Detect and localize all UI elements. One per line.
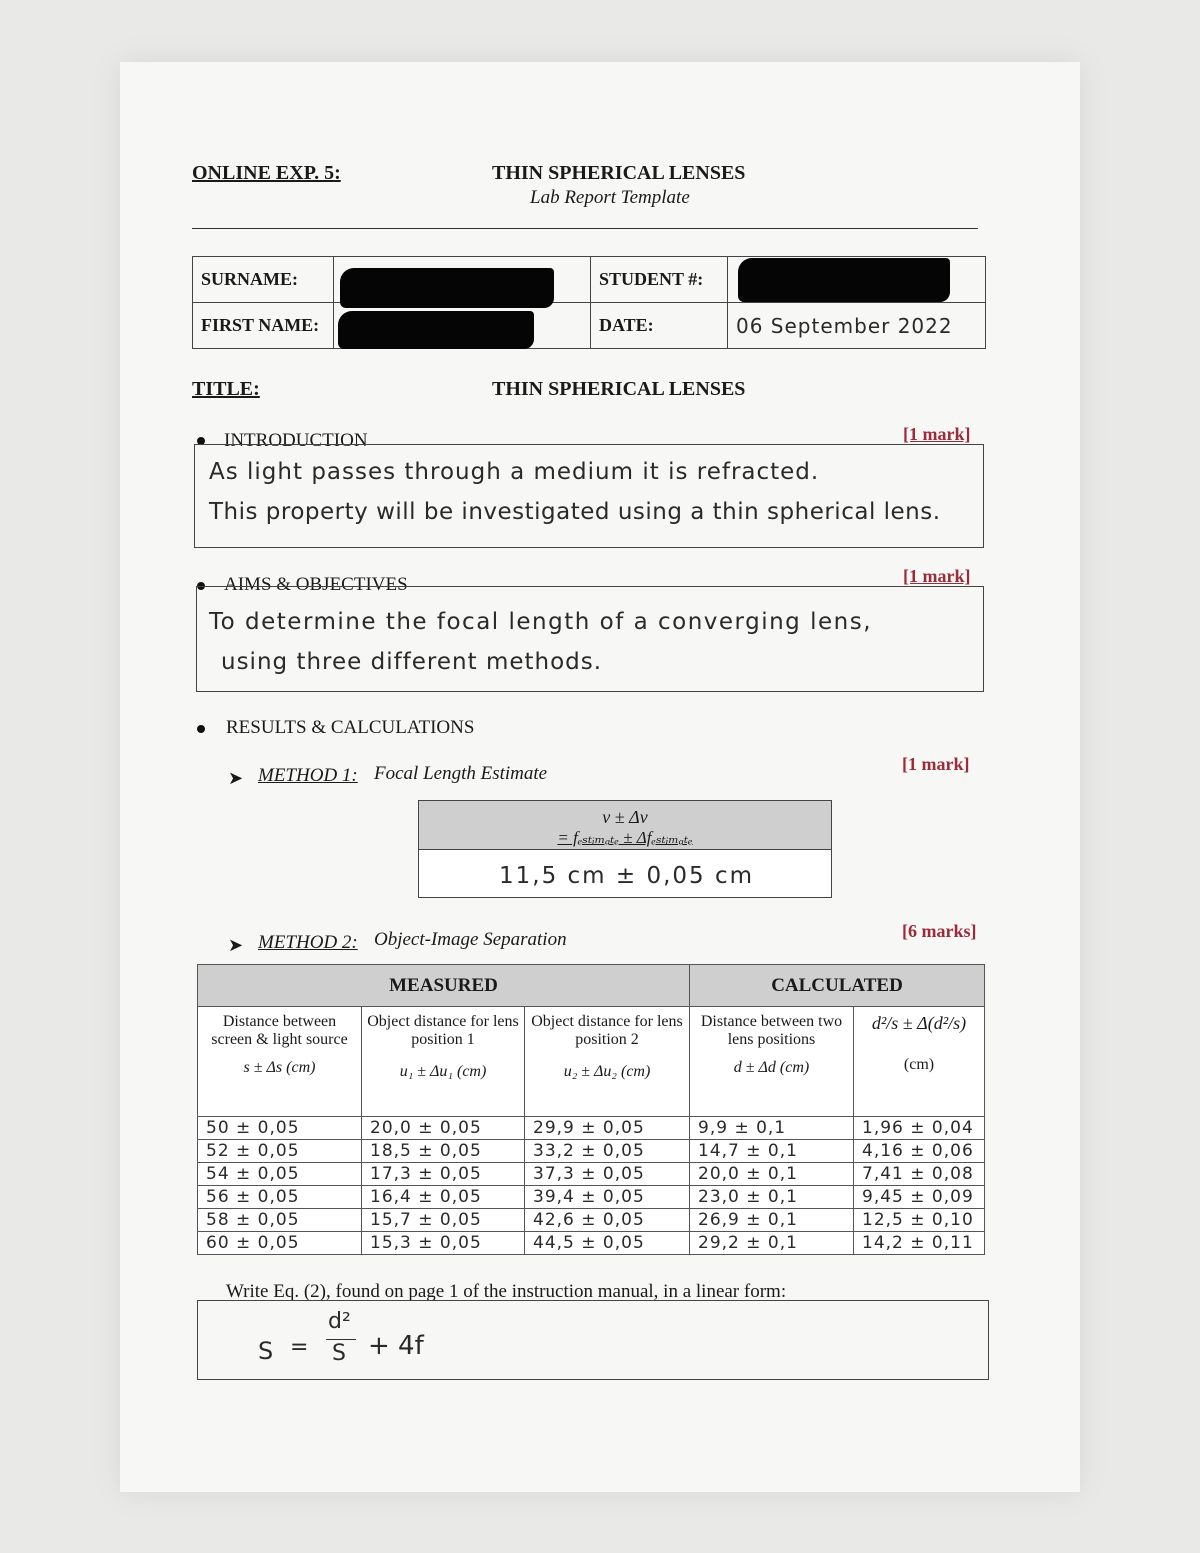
table-row xyxy=(198,1117,985,1140)
arrow-bullet-icon: ➤ xyxy=(228,768,244,788)
table-cell: 16,4 ± 0,05 xyxy=(362,1186,525,1209)
column-header-u1-label: Object distance for lens position 1 xyxy=(367,1013,519,1048)
column-header-d xyxy=(690,1007,854,1117)
table-cell: 39,4 ± 0,05 xyxy=(525,1186,690,1209)
method1-value: 11,5 cm ± 0,05 cm xyxy=(499,863,755,889)
fraction-bar xyxy=(326,1339,356,1340)
table-cell: 20,0 ± 0,05 xyxy=(362,1117,525,1140)
aims-line-2: using three different methods. xyxy=(221,649,603,675)
column-header-u2 xyxy=(525,1007,690,1117)
results-heading: RESULTS & CALCULATIONS xyxy=(226,717,475,738)
arrow-bullet-icon: ➤ xyxy=(228,935,244,955)
table-row xyxy=(198,1186,985,1209)
date-label: DATE: xyxy=(591,303,728,349)
table-cell: 12,5 ± 0,10 xyxy=(854,1209,985,1232)
method1-header-line-1: v ± Δv xyxy=(602,807,648,827)
report-title: THIN SPHERICAL LENSES xyxy=(492,162,746,184)
equation-numerator: d² xyxy=(328,1309,351,1334)
equation-denominator: S xyxy=(332,1341,346,1366)
method1-header-cell xyxy=(419,801,831,850)
first-name-redaction xyxy=(338,311,534,349)
table-row xyxy=(198,1163,985,1186)
title-value: THIN SPHERICAL LENSES xyxy=(492,378,746,400)
calculated-header: CALCULATED xyxy=(690,965,985,1007)
aims-box xyxy=(196,586,984,692)
column-header-d2s-unit: (cm) xyxy=(903,1056,935,1073)
equation-prompt: Write Eq. (2), found on page 1 of the instruction manual, in a linear form: xyxy=(226,1281,787,1302)
table-cell: 1,96 ± 0,04 xyxy=(854,1117,985,1140)
equation-lhs: S xyxy=(258,1337,274,1365)
column-header-d2s-label: d²/s ± Δ(d²/s) xyxy=(871,1013,967,1033)
table-row xyxy=(198,1140,985,1163)
table-cell: 50 ± 0,05 xyxy=(198,1117,362,1140)
column-header-u2-unit: u₂ ± Δu₂ (cm) xyxy=(563,1063,651,1080)
report-subtitle: Lab Report Template xyxy=(530,187,690,208)
table-cell: 18,5 ± 0,05 xyxy=(362,1140,525,1163)
experiment-label: ONLINE EXP. 5: xyxy=(192,162,341,184)
column-header-u2-label: Object distance for lens position 2 xyxy=(531,1013,683,1048)
table-cell: 15,7 ± 0,05 xyxy=(362,1209,525,1232)
equation-box xyxy=(197,1300,989,1380)
column-header-s-label: Distance between screen & light source xyxy=(211,1013,348,1048)
surname-label: SURNAME: xyxy=(193,257,334,303)
table-cell: 60 ± 0,05 xyxy=(198,1232,362,1255)
table-cell: 56 ± 0,05 xyxy=(198,1186,362,1209)
aims-mark: [1 mark] xyxy=(903,566,971,586)
bullet-icon xyxy=(197,725,205,733)
table-cell: 58 ± 0,05 xyxy=(198,1209,362,1232)
method2-label: METHOD 2: xyxy=(258,932,358,953)
first-name-label: FIRST NAME: xyxy=(193,303,334,349)
table-row xyxy=(198,1232,985,1255)
column-header-u1-unit: u₁ ± Δu₁ (cm) xyxy=(399,1063,487,1080)
surname-redaction xyxy=(340,268,554,308)
table-cell: 9,45 ± 0,09 xyxy=(854,1186,985,1209)
introduction-line-1: As light passes through a medium it is refracted. xyxy=(209,459,820,485)
table-cell: 14,7 ± 0,1 xyxy=(690,1140,854,1163)
student-number-redaction xyxy=(738,258,950,302)
column-header-d-unit: d ± Δd (cm) xyxy=(733,1059,810,1076)
table-cell: 29,9 ± 0,05 xyxy=(525,1117,690,1140)
table-cell: 29,2 ± 0,1 xyxy=(690,1232,854,1255)
title-label: TITLE: xyxy=(192,378,260,400)
table-cell: 23,0 ± 0,1 xyxy=(690,1186,854,1209)
column-header-s-unit: s ± Δs (cm) xyxy=(243,1059,316,1076)
column-header-d-label: Distance between two lens positions xyxy=(700,1013,843,1048)
method1-mark: [1 mark] xyxy=(902,754,970,774)
table-cell: 17,3 ± 0,05 xyxy=(362,1163,525,1186)
table-cell: 52 ± 0,05 xyxy=(198,1140,362,1163)
equation-equals: = xyxy=(290,1335,309,1360)
table-cell: 9,9 ± 0,1 xyxy=(690,1117,854,1140)
introduction-mark: [1 mark] xyxy=(903,424,971,444)
introduction-box xyxy=(194,444,984,548)
method1-header-line-2: = fₑₛₜᵢₘₐₜₑ ± Δfₑₛₜᵢₘₐₜₑ xyxy=(557,828,693,847)
table-cell: 33,2 ± 0,05 xyxy=(525,1140,690,1163)
method2-table xyxy=(197,964,985,1255)
introduction-line-2: This property will be investigated using a thin spherical lens. xyxy=(209,499,941,525)
table-cell: 7,41 ± 0,08 xyxy=(854,1163,985,1186)
table-cell: 37,3 ± 0,05 xyxy=(525,1163,690,1186)
method2-mark: [6 marks] xyxy=(902,921,977,941)
column-header-d2s xyxy=(854,1007,985,1117)
table-cell: 15,3 ± 0,05 xyxy=(362,1232,525,1255)
table-cell: 14,2 ± 0,11 xyxy=(854,1232,985,1255)
date-value: 06 September 2022 xyxy=(728,303,986,349)
aims-line-1: To determine the focal length of a converging lens, xyxy=(209,609,872,635)
table-cell: 44,5 ± 0,05 xyxy=(525,1232,690,1255)
table-cell: 26,9 ± 0,1 xyxy=(690,1209,854,1232)
method1-table xyxy=(418,800,832,898)
method1-label: METHOD 1: xyxy=(258,765,358,786)
student-number-label: STUDENT #: xyxy=(591,257,728,303)
header-divider xyxy=(192,228,978,229)
measured-header: MEASURED xyxy=(198,965,690,1007)
table-cell: 42,6 ± 0,05 xyxy=(525,1209,690,1232)
table-cell: 54 ± 0,05 xyxy=(198,1163,362,1186)
table-row xyxy=(198,1209,985,1232)
method2-name: Object-Image Separation xyxy=(374,929,567,950)
equation-rest: + 4f xyxy=(368,1331,424,1361)
column-header-u1 xyxy=(362,1007,525,1117)
aims-heading: AIMS & OBJECTIVES xyxy=(224,574,408,595)
column-header-s xyxy=(198,1007,362,1117)
table-cell: 20,0 ± 0,1 xyxy=(690,1163,854,1186)
introduction-heading: INTRODUCTION xyxy=(224,430,368,451)
table-cell: 4,16 ± 0,06 xyxy=(854,1140,985,1163)
method1-name: Focal Length Estimate xyxy=(374,763,548,784)
